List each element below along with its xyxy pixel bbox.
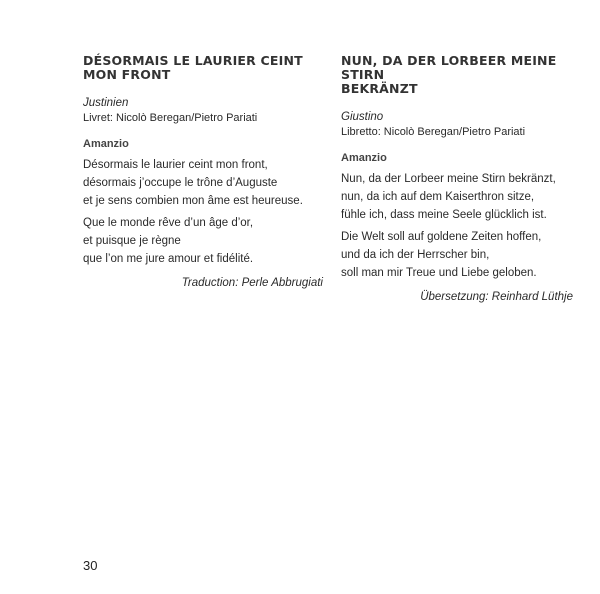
verse-line: que l’on me jure amour et fidélité.	[83, 253, 254, 265]
german-role: Giustino	[341, 111, 384, 123]
german-libretto-credit: Libretto: Nicolò Beregan/Pietro Pariati	[341, 126, 526, 138]
verse-line: nun, da ich auf dem Kaiserthron sitze,	[341, 191, 535, 203]
verse-line: Nun, da der Lorbeer meine Stirn bekränzt,	[341, 173, 556, 185]
german-translator-credit: Übersetzung: Reinhard Lüthje	[420, 291, 573, 303]
verse-line: Die Welt soll auf goldene Zeiten hoffen,	[341, 231, 542, 243]
french-role: Justinien	[83, 97, 129, 109]
french-title-line: DÉSORMAIS LE LAURIER CEINT	[83, 53, 303, 68]
french-column	[83, 54, 323, 290]
german-title-line: BEKRÄNZT	[341, 81, 418, 96]
german-character-name: Amanzio	[341, 152, 387, 164]
german-column	[341, 54, 573, 304]
verse-line: Que le monde rêve d’un âge d’or,	[83, 217, 254, 229]
verse-line: Désormais le laurier ceint mon front,	[83, 159, 268, 171]
french-translator-credit: Traduction: Perle Abbrugiati	[181, 277, 323, 289]
german-title	[341, 54, 573, 96]
french-stanza-1	[83, 156, 323, 210]
verse-line: et je sens combien mon âme est heureuse.	[83, 195, 303, 207]
french-stanza-2	[83, 214, 323, 268]
german-title-line: NUN, DA DER LORBEER MEINE STIRN	[341, 53, 557, 82]
verse-line: désormais j’occupe le trône d’Auguste	[83, 177, 278, 189]
french-libretto-credit: Livret: Nicolò Beregan/Pietro Pariati	[83, 112, 258, 124]
french-character-name: Amanzio	[83, 138, 129, 150]
verse-line: soll man mir Treue und Liebe geloben.	[341, 267, 537, 279]
german-stanza-1	[341, 170, 573, 224]
verse-line: und da ich der Herrscher bin,	[341, 249, 490, 261]
page-number: 30	[83, 558, 98, 573]
french-title	[83, 54, 323, 82]
german-stanza-2	[341, 228, 573, 282]
french-title-line: MON FRONT	[83, 67, 171, 82]
verse-line: et puisque je règne	[83, 235, 181, 247]
verse-line: fühle ich, dass meine Seele glücklich ist.	[341, 209, 547, 221]
